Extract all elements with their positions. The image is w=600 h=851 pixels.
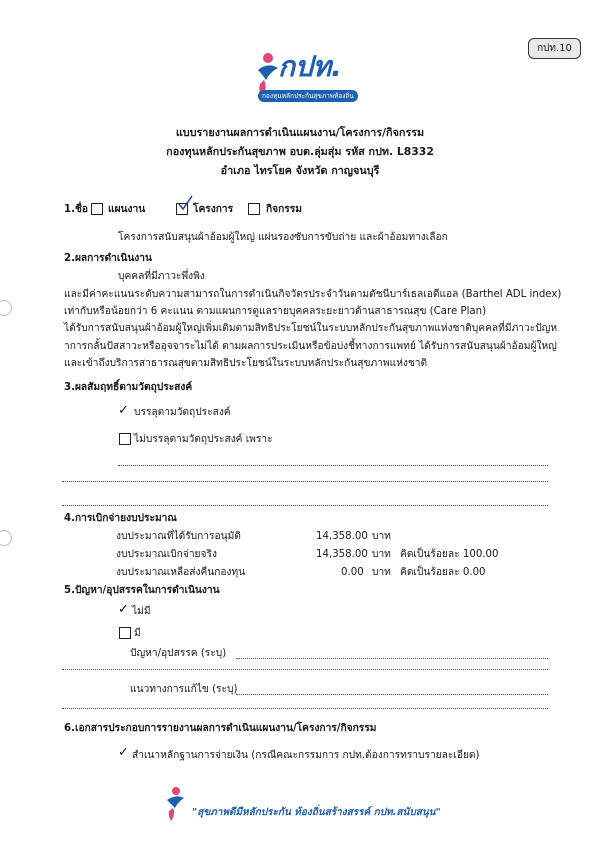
budget-row-unit: บาท — [372, 549, 391, 560]
has-problem-label: มี — [134, 628, 141, 639]
result-line: เท่ากับหรือน้อยกว่า 6 คะแนน ตามแผนการดูแลรายบุคคลระยะยาวด้านสาธารณสุข (Care Plan) — [64, 306, 487, 317]
form-code: กปท.10 — [537, 43, 572, 54]
option-project-label: โครงการ — [193, 204, 234, 215]
result-line: และเข้าถึงบริการสาธารณสุขตามสิทธิประโยชน์ในระบบหลักประกันสุขภาพแห่งชาติ — [64, 358, 428, 369]
option-activity-label: กิจกรรม — [266, 204, 302, 215]
checkmark-icon — [177, 195, 193, 211]
budget-row-label: งบประมาณที่ได้รับการอนุมัติ — [116, 531, 241, 542]
section3-heading: 3.ผลสัมฤทธิ์ตามวัตถุประสงค์ — [64, 382, 193, 393]
punch-hole-bottom — [0, 530, 12, 546]
section2-heading: 2.ผลการดำเนินงาน — [64, 253, 152, 264]
budget-row-note: คิดเป็นร้อยละ 0.00 — [400, 567, 486, 578]
checkbox-has-problem[interactable] — [119, 627, 131, 639]
solution-label: แนวทางการแก้ไข (ระบุ) — [130, 684, 238, 695]
checkbox-activity[interactable] — [248, 203, 260, 215]
budget-row-amount: 0.00 — [341, 567, 364, 578]
logo-subtitle: กองทุนหลักประกันสุขภาพท้องถิ่น — [258, 90, 358, 102]
check-achieved-icon: ✓ — [118, 403, 129, 418]
section5-heading: 5.ปัญหา/อุปสรรคในการดำเนินงาน — [64, 585, 220, 596]
problem-label: ปัญหา/อุปสรรค (ระบุ) — [130, 648, 227, 659]
solution-field[interactable] — [236, 694, 548, 695]
budget-row-amount: 14,358.00 — [316, 549, 368, 560]
footer-slogan: "สุขภาพดีมีหลักประกัน ท้องถิ่นสร้างสรรค์ กปท.สนับสนุน" — [192, 807, 441, 818]
not-achieved-label: ไม่บรรลุตามวัตถุประสงค์ เพราะ — [134, 434, 273, 445]
dotted-line — [62, 669, 548, 670]
project-name: โครงการสนับสนุนผ้าอ้อมผู้ใหญ่ แผ่นรองซับการขับถ่าย และผ้าอ้อมทางเลือก — [118, 232, 448, 243]
budget-row-amount: 14,358.00 — [316, 531, 368, 542]
budget-row-unit: บาท — [372, 531, 391, 542]
header-line2: กองทุนหลักประกันสุขภาพ อบต.ลุ่มสุ่ม รหัส กปท. L8332 — [166, 145, 434, 158]
header-line1: แบบรายงานผลการดำเนินแผนงาน/โครงการ/กิจกรรม — [175, 126, 425, 139]
section1-label: 1.ชื่อ — [64, 204, 88, 215]
check-none-icon: ✓ — [118, 602, 129, 617]
section6-heading: 6.เอกสารประกอบการรายงานผลการดำเนินแผนงาน/โครงการ/กิจกรรม — [64, 723, 377, 734]
result-line: ได้รับการสนับสนุนผ้าอ้อมผู้ใหญ่เพิ่มเติมตามสิทธิประโยชน์ในระบบหลักประกันสุขภาพแห่งชาติบุคคลที่มีภาวะปัญห — [64, 323, 558, 334]
form-code-tag — [528, 38, 581, 59]
section4-heading: 4.การเบิกจ่ายงบประมาณ — [64, 513, 177, 524]
budget-row-label: งบประมาณเหลือส่งคืนกองทุน — [116, 567, 246, 578]
check-document-icon: ✓ — [118, 745, 129, 760]
document-item: สำเนาหลักฐานการจ่ายเงิน (กรณีคณะกรรมการ กปท.ต้องการทราบรายละเอียด) — [132, 750, 480, 761]
none-label: ไม่มี — [132, 606, 151, 617]
result-line: าการกลั้นปัสสาวะหรืออุจจาระไม่ได้ ตามผลการประเมินหรือข้อบ่งชี้ทางการแพทย์ ได้รับการสนับสนุนผ้าอ้อมผู้ใหญ่ — [64, 341, 557, 352]
logo-abbrev: กปท. — [278, 50, 342, 83]
dotted-line — [62, 708, 548, 709]
dotted-line — [118, 465, 548, 466]
header-line3: อำเภอ ไทรโยค จังหวัด กาญจนบุรี — [220, 164, 380, 177]
budget-row-unit: บาท — [372, 567, 391, 578]
achieved-label: บรรลุตามวัตถุประสงค์ — [134, 407, 231, 418]
footer-figure-icon — [164, 786, 186, 822]
checkbox-plan[interactable] — [91, 203, 103, 215]
result-line: บุคคลที่มีภาวะพึ่งพิง — [118, 271, 205, 282]
dotted-line — [62, 481, 548, 482]
checkbox-not-achieved[interactable] — [119, 433, 131, 445]
dotted-line — [62, 505, 548, 506]
budget-row-note: คิดเป็นร้อยละ 100.00 — [400, 549, 499, 560]
logo — [250, 50, 380, 106]
problem-field[interactable] — [236, 658, 548, 659]
option-plan-label: แผนงาน — [108, 204, 146, 215]
budget-row-label: งบประมาณเบิกจ่ายจริง — [116, 549, 217, 560]
punch-hole-top — [0, 300, 12, 316]
result-line: และมีค่าคะแนนระดับความสามารถในการดำเนินกิจวัตรประจำวันตามดัชนีบาร์เธลเอดีแอล (Barthel ADL index) — [64, 289, 562, 300]
